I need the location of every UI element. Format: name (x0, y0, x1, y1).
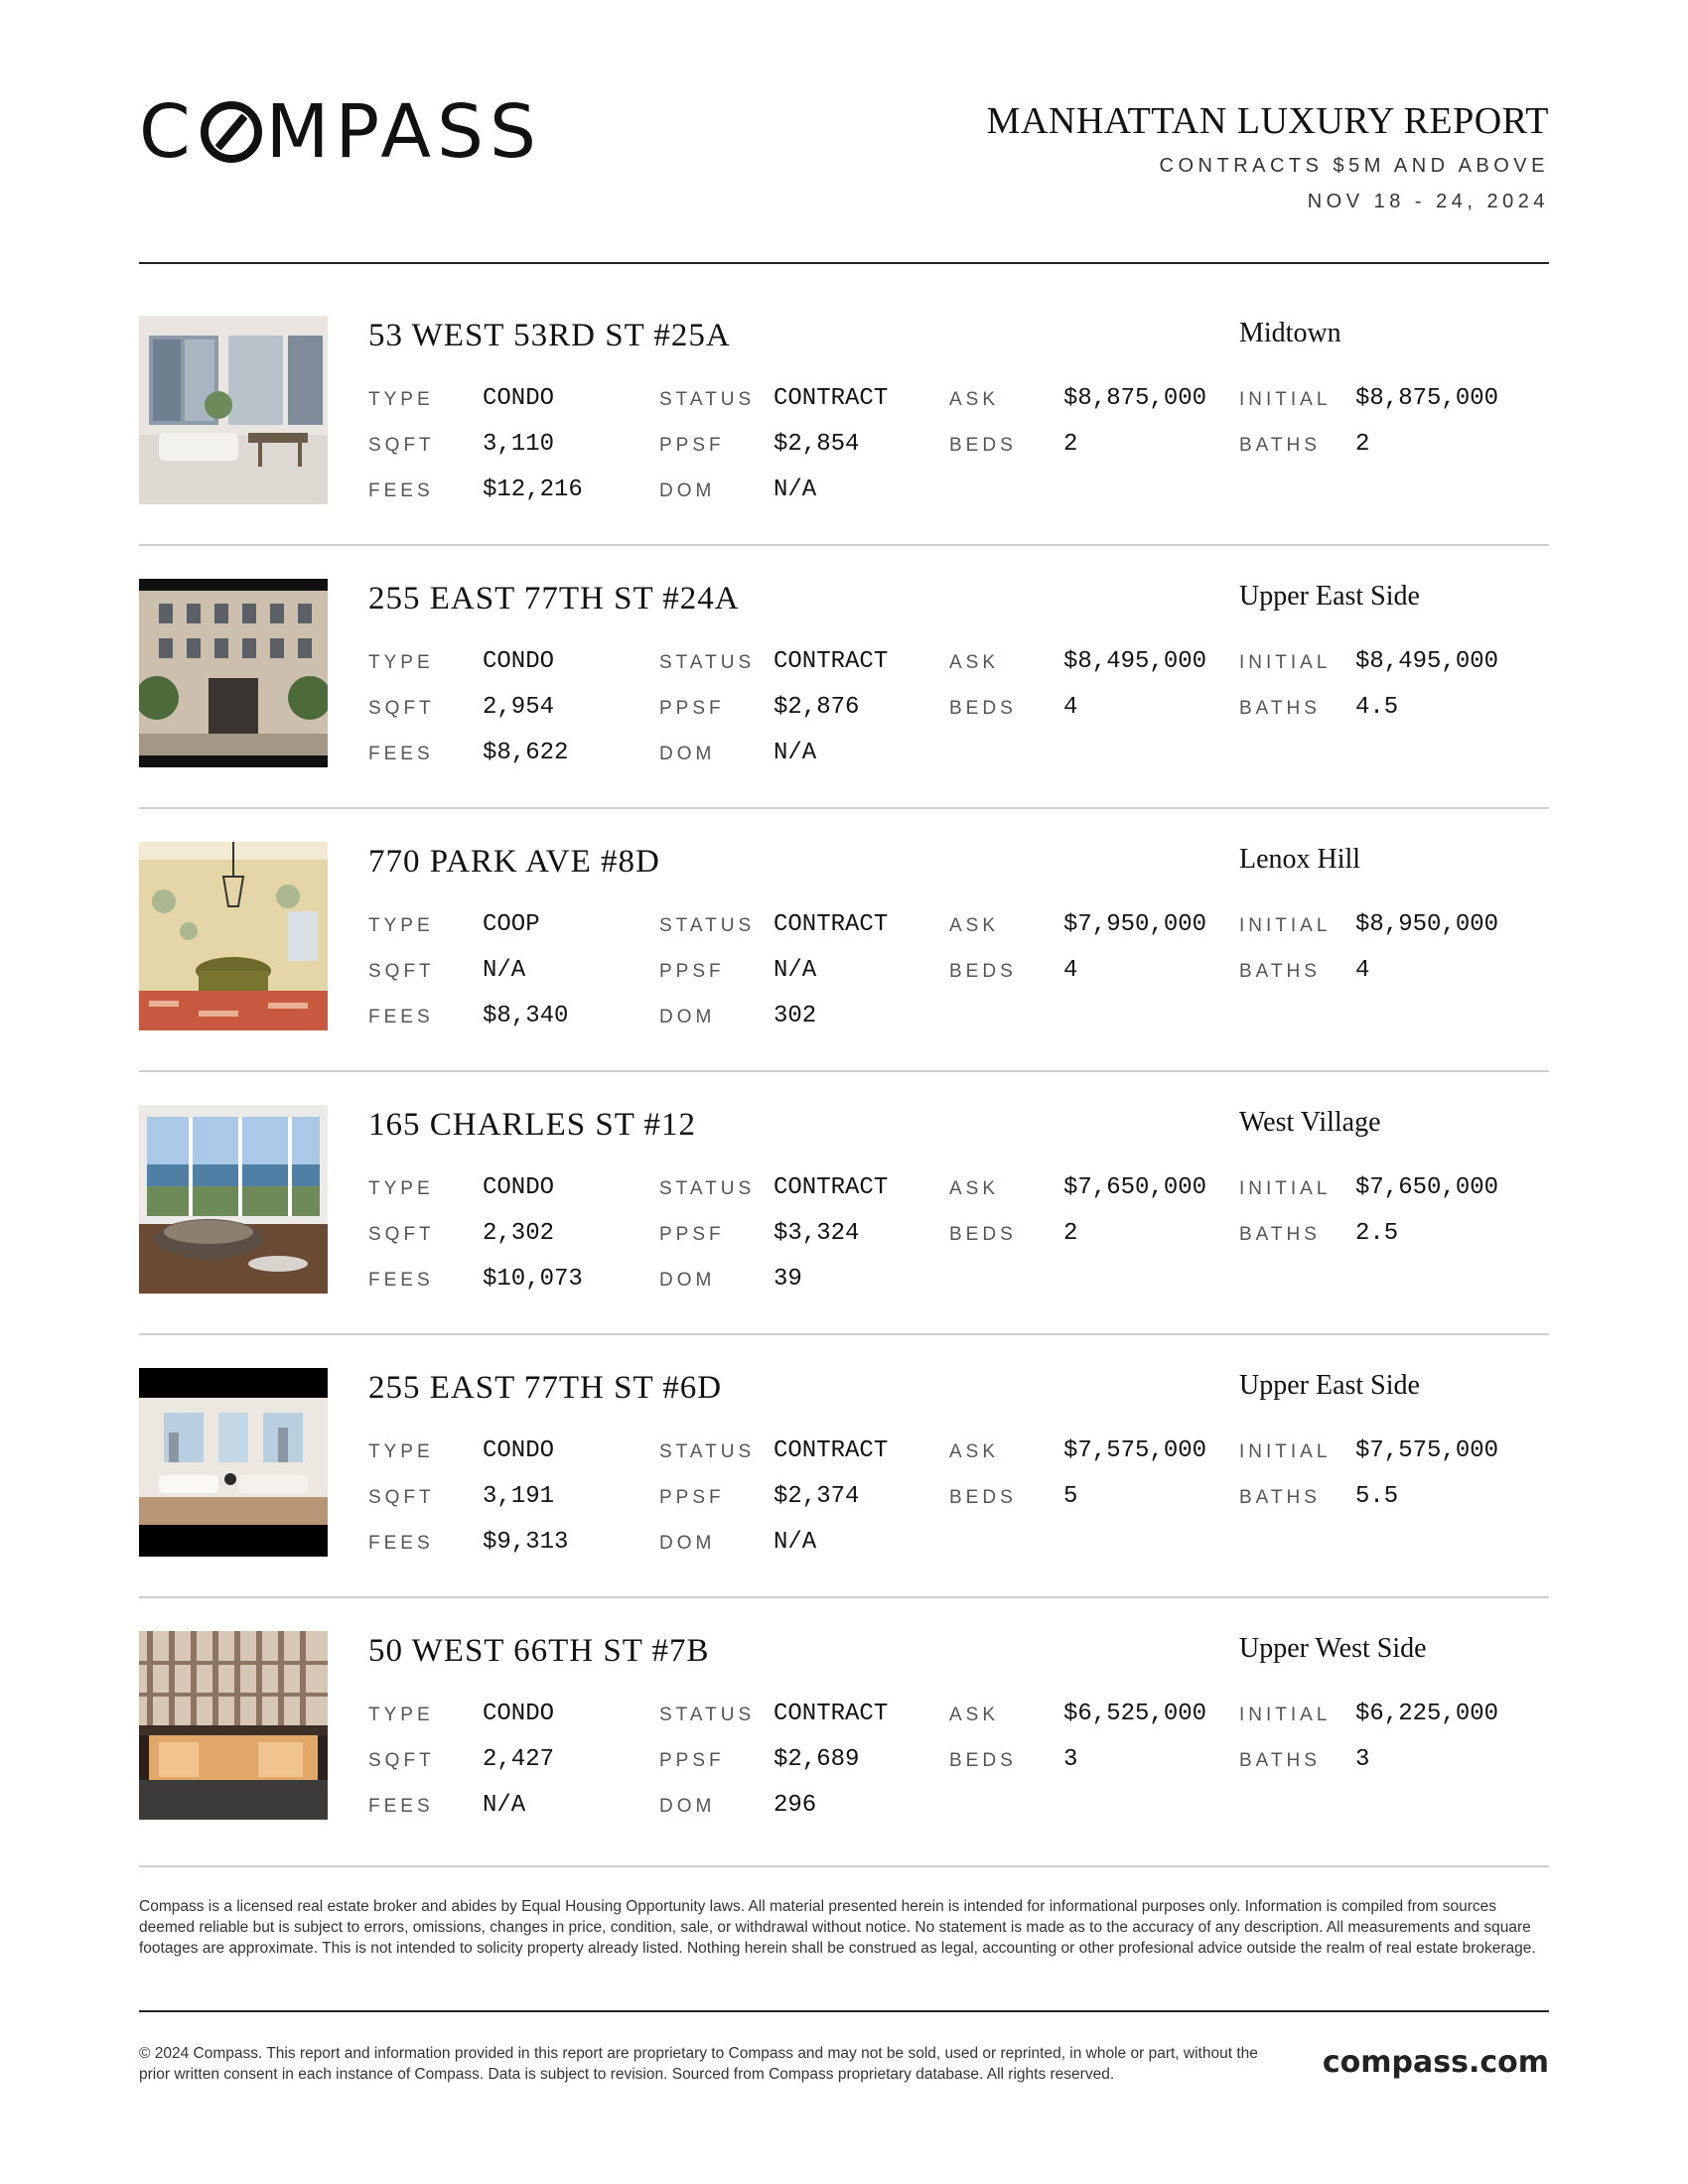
field-label-sqft: SQFT (368, 1224, 435, 1245)
field-value-status: CONTRACT (774, 1437, 889, 1464)
field-label-sqft: SQFT (368, 961, 435, 982)
field-value-baths: 2 (1355, 431, 1370, 458)
field-value-ask: $7,950,000 (1063, 911, 1207, 938)
field-value-baths: 3 (1355, 1746, 1370, 1773)
field-label-beds: BEDS (949, 1750, 1017, 1771)
field-label-dom: DOM (659, 1796, 716, 1817)
field-value-fees: $8,340 (483, 1003, 569, 1029)
field-label-initial: INITIAL (1239, 1441, 1332, 1462)
field-label-sqft: SQFT (368, 435, 435, 456)
field-value-dom: 296 (774, 1792, 817, 1819)
field-label-status: STATUS (659, 1705, 756, 1725)
field-label-fees: FEES (368, 1533, 434, 1554)
field-label-ask: ASK (949, 1178, 1000, 1199)
field-value-initial: $7,575,000 (1355, 1437, 1499, 1464)
field-label-type: TYPE (368, 1178, 434, 1199)
field-value-initial: $8,950,000 (1355, 911, 1499, 938)
listing-address: 50 WEST 66TH ST #7B (368, 1633, 710, 1669)
field-value-sqft: 2,427 (483, 1746, 555, 1773)
field-value-sqft: 2,302 (483, 1220, 555, 1247)
compass-o-icon (201, 101, 262, 163)
field-value-fees: $12,216 (483, 477, 583, 503)
field-value-sqft: N/A (483, 957, 526, 984)
field-label-status: STATUS (659, 1178, 756, 1199)
field-value-ppsf: $2,689 (774, 1746, 860, 1773)
field-value-baths: 4.5 (1355, 694, 1399, 721)
field-label-ppsf: PPSF (659, 698, 725, 719)
copyright-text: © 2024 Compass. This report and information provided in this report are proprietary to Compass and may not be sold, used or reprinted, in whole or part, without the prior written consent in each instance of Compass. Data is subject to revision. Sourced from Compass proprietary database. All rights reserved. (139, 2045, 1258, 2083)
listing-photo[interactable] (139, 842, 328, 1030)
field-label-ppsf: PPSF (659, 435, 725, 456)
field-value-status: CONTRACT (774, 648, 889, 675)
listing-address: 165 CHARLES ST #12 (368, 1107, 697, 1143)
listing-address: 255 EAST 77TH ST #24A (368, 581, 740, 616)
listing-divider (139, 1596, 1549, 1598)
listing-neighborhood: Lenox Hill (1239, 844, 1361, 875)
field-value-ask: $7,575,000 (1063, 1437, 1207, 1464)
field-label-ppsf: PPSF (659, 1750, 725, 1771)
field-value-status: CONTRACT (774, 1174, 889, 1201)
field-value-status: CONTRACT (774, 1701, 889, 1727)
field-label-initial: INITIAL (1239, 1178, 1332, 1199)
listing-row[interactable] (139, 1105, 1549, 1294)
field-label-type: TYPE (368, 1705, 434, 1725)
field-label-ask: ASK (949, 1705, 1000, 1725)
listing-divider (139, 1070, 1549, 1072)
field-value-dom: N/A (774, 477, 817, 503)
field-value-status: CONTRACT (774, 911, 889, 938)
field-label-status: STATUS (659, 1441, 756, 1462)
field-label-sqft: SQFT (368, 1487, 435, 1508)
field-value-type: CONDO (483, 1174, 555, 1201)
field-label-dom: DOM (659, 1270, 716, 1291)
listing-neighborhood: West Village (1239, 1107, 1381, 1138)
field-value-beds: 2 (1063, 1220, 1078, 1247)
listing-photo[interactable] (139, 1105, 328, 1294)
listing-neighborhood: Upper East Side (1239, 1370, 1420, 1401)
report-title: MANHATTAN LUXURY REPORT (986, 100, 1549, 142)
footer-divider (139, 2010, 1549, 2012)
listing-row[interactable] (139, 1631, 1549, 1820)
report-date-range: NOV 18 - 24, 2024 (1307, 191, 1549, 212)
listing-row[interactable] (139, 1368, 1549, 1557)
field-label-baths: BATHS (1239, 435, 1321, 456)
field-value-type: CONDO (483, 648, 555, 675)
field-label-type: TYPE (368, 1441, 434, 1462)
field-value-fees: $10,073 (483, 1266, 583, 1293)
field-label-status: STATUS (659, 389, 756, 410)
field-value-dom: 39 (774, 1266, 802, 1293)
listings-divider-end (139, 1865, 1549, 1867)
field-value-ask: $8,495,000 (1063, 648, 1207, 675)
listing-photo[interactable] (139, 316, 328, 504)
field-value-type: CONDO (483, 385, 555, 412)
field-value-initial: $8,875,000 (1355, 385, 1499, 412)
field-value-initial: $8,495,000 (1355, 648, 1499, 675)
field-label-ask: ASK (949, 389, 1000, 410)
field-value-baths: 2.5 (1355, 1220, 1399, 1247)
field-label-ppsf: PPSF (659, 1224, 725, 1245)
field-value-dom: N/A (774, 740, 817, 766)
listing-row[interactable] (139, 316, 1549, 504)
field-label-type: TYPE (368, 389, 434, 410)
listing-photo[interactable] (139, 579, 328, 767)
field-label-fees: FEES (368, 1270, 434, 1291)
field-value-ppsf: $2,374 (774, 1483, 860, 1510)
field-value-beds: 4 (1063, 694, 1078, 721)
footer-domain-link[interactable]: compass.com (1322, 2045, 1549, 2080)
field-label-initial: INITIAL (1239, 915, 1332, 936)
field-value-ppsf: $2,854 (774, 431, 860, 458)
field-label-baths: BATHS (1239, 1487, 1321, 1508)
report-subtitle: CONTRACTS $5M AND ABOVE (1159, 155, 1549, 177)
field-label-initial: INITIAL (1239, 1705, 1332, 1725)
listing-photo[interactable] (139, 1368, 328, 1557)
listing-neighborhood: Upper East Side (1239, 581, 1420, 612)
field-label-sqft: SQFT (368, 1750, 435, 1771)
field-value-ppsf: $2,876 (774, 694, 860, 721)
listing-row[interactable] (139, 579, 1549, 767)
field-label-status: STATUS (659, 915, 756, 936)
field-value-type: CONDO (483, 1437, 555, 1464)
field-value-ppsf: $3,324 (774, 1220, 860, 1247)
field-label-fees: FEES (368, 744, 434, 764)
field-value-sqft: 2,954 (483, 694, 555, 721)
field-label-type: TYPE (368, 652, 434, 673)
listing-neighborhood: Upper West Side (1239, 1633, 1427, 1664)
field-label-fees: FEES (368, 1796, 434, 1817)
logo-wordmark: C MPASS (139, 89, 542, 175)
field-label-status: STATUS (659, 652, 756, 673)
field-label-beds: BEDS (949, 961, 1017, 982)
field-value-sqft: 3,191 (483, 1483, 555, 1510)
field-label-ask: ASK (949, 1441, 1000, 1462)
field-label-beds: BEDS (949, 1487, 1017, 1508)
field-value-ask: $7,650,000 (1063, 1174, 1207, 1201)
field-label-dom: DOM (659, 1533, 716, 1554)
field-value-beds: 2 (1063, 431, 1078, 458)
field-value-ask: $8,875,000 (1063, 385, 1207, 412)
field-value-dom: 302 (774, 1003, 817, 1029)
listing-address: 53 WEST 53RD ST #25A (368, 318, 731, 353)
header-divider (139, 262, 1549, 264)
field-value-beds: 3 (1063, 1746, 1078, 1773)
field-label-ppsf: PPSF (659, 1487, 725, 1508)
listing-neighborhood: Midtown (1239, 318, 1341, 348)
field-value-fees: N/A (483, 1792, 526, 1819)
listing-photo[interactable] (139, 1631, 328, 1820)
listing-address: 770 PARK AVE #8D (368, 844, 660, 880)
field-value-initial: $7,650,000 (1355, 1174, 1499, 1201)
field-label-baths: BATHS (1239, 1224, 1321, 1245)
field-value-beds: 4 (1063, 957, 1078, 984)
field-value-beds: 5 (1063, 1483, 1078, 1510)
field-value-baths: 4 (1355, 957, 1370, 984)
field-label-dom: DOM (659, 1007, 716, 1027)
field-value-sqft: 3,110 (483, 431, 555, 458)
field-label-sqft: SQFT (368, 698, 435, 719)
field-value-fees: $8,622 (483, 740, 569, 766)
field-label-beds: BEDS (949, 1224, 1017, 1245)
field-label-beds: BEDS (949, 698, 1017, 719)
field-label-ask: ASK (949, 915, 1000, 936)
field-value-type: COOP (483, 911, 540, 938)
field-value-initial: $6,225,000 (1355, 1701, 1499, 1727)
field-value-dom: N/A (774, 1529, 817, 1556)
field-label-baths: BATHS (1239, 1750, 1321, 1771)
field-value-status: CONTRACT (774, 385, 889, 412)
listing-divider (139, 807, 1549, 809)
field-value-type: CONDO (483, 1701, 555, 1727)
field-label-dom: DOM (659, 480, 716, 501)
field-label-ask: ASK (949, 652, 1000, 673)
disclaimer-text: Compass is a licensed real estate broker and abides by Equal Housing Opportunity laws. All material presented herein is intended for informational purposes only. Information is compiled from sources deemed reliable but is subject to errors, omissions, changes in price, condition, sale, or withdrawal without notice. No statement is made as to the accuracy of any description. All measurements and square footages are approximate. This is not intended to solicity property already listed. Nothing herein shall be construed as legal, accounting or other profesional advice outside the realm of real estate brokerage. (139, 1898, 1536, 1957)
field-label-initial: INITIAL (1239, 389, 1332, 410)
listing-divider (139, 1333, 1549, 1335)
field-label-dom: DOM (659, 744, 716, 764)
compass-logo (139, 89, 542, 175)
field-label-fees: FEES (368, 480, 434, 501)
field-label-beds: BEDS (949, 435, 1017, 456)
field-label-initial: INITIAL (1239, 652, 1332, 673)
field-label-type: TYPE (368, 915, 434, 936)
listing-divider (139, 544, 1549, 546)
field-label-fees: FEES (368, 1007, 434, 1027)
field-value-ppsf: N/A (774, 957, 817, 984)
listing-row[interactable] (139, 842, 1549, 1030)
field-value-fees: $9,313 (483, 1529, 569, 1556)
field-value-ask: $6,525,000 (1063, 1701, 1207, 1727)
field-value-baths: 5.5 (1355, 1483, 1399, 1510)
field-label-baths: BATHS (1239, 698, 1321, 719)
field-label-ppsf: PPSF (659, 961, 725, 982)
listing-address: 255 EAST 77TH ST #6D (368, 1370, 723, 1406)
field-label-baths: BATHS (1239, 961, 1321, 982)
